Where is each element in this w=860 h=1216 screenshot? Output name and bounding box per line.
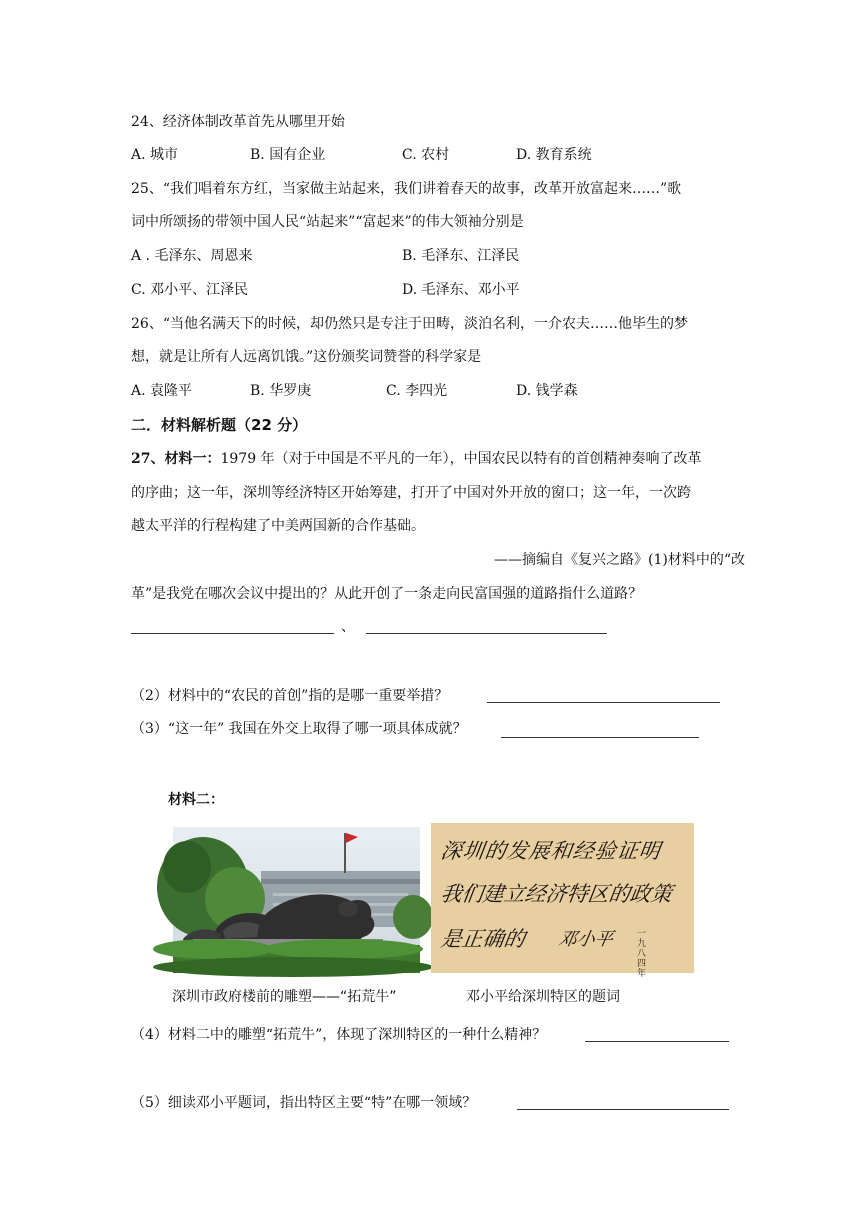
q24-stem: 24、经济体制改革首先从哪里开始 <box>131 114 345 130</box>
q27-material1-label: 27、材料一： <box>131 451 221 467</box>
ox-sculpture-photo <box>173 827 420 973</box>
calligraphy-line3: 是正确的 <box>439 927 527 951</box>
q26-option-a: A. 袁隆平 <box>131 383 193 399</box>
q27-source-line: ——摘编自《复兴之路》(1)材料中的“改 <box>494 552 745 568</box>
answer-blank-5[interactable] <box>517 1109 729 1110</box>
q27-material1-line2: 的序曲；这一年，深圳等经济特区开始筹建，打开了中国对外开放的窗口；这一年，一次跨 <box>131 485 691 501</box>
q26-option-d: D. 钱学森 <box>516 383 578 399</box>
q24-option-b: B. 国有企业 <box>250 147 326 163</box>
q24-option-c: C. 农村 <box>402 147 450 163</box>
q25-stem-line2: 词中所颂扬的带领中国人民“站起来”“富起来”的伟大领袖分别是 <box>131 214 524 230</box>
calligraphy-line2: 我们建立经济特区的政策 <box>439 882 674 906</box>
calligraphy-line1: 深圳的发展和经验证明 <box>439 839 663 863</box>
q27-material1-text: 1979 年（对于中国是不平凡的一年），中国农民以特有的首创精神奏响了改革 <box>220 451 702 467</box>
q25-stem-line1: 25、“我们唱着东方红，当家做主站起来，我们讲着春天的故事，改革开放富起来……”歌 <box>131 181 682 197</box>
q26-stem-line2: 想，就是让所有人远离饥饿。”这份颁奖词赞誉的科学家是 <box>131 349 482 365</box>
answer-blank-1b[interactable] <box>366 633 607 634</box>
caption-right: 邓小平给深圳特区的题词 <box>466 989 620 1005</box>
q24-option-a: A. 城市 <box>131 147 179 163</box>
q26-stem-line1: 26、“当他名满天下的时候，却仍然只是专注于田畴，淡泊名利，一介农夫……他毕生的梦 <box>131 316 688 332</box>
q27-sub2-question: （2）材料中的“农民的首创”指的是哪一重要举措？ <box>131 688 449 704</box>
q27-sub5-question: （5）细读邓小平题词，指出特区主要“特”在哪一领域？ <box>131 1095 477 1111</box>
q27-sub4-question: （4）材料二中的雕塑“拓荒牛”，体现了深圳特区的一种什么精神？ <box>131 1027 547 1043</box>
q27-material1-line3: 越太平洋的行程构建了中美两国新的合作基础。 <box>131 518 425 534</box>
q27-material2-label: 材料二： <box>168 792 224 808</box>
answer-blank-2[interactable] <box>487 702 720 703</box>
section-heading: 二．材料解析题（22 分） <box>131 416 308 434</box>
q27-sub3-question: （3）“这一年” 我国在外交上取得了哪一项具体成就？ <box>131 721 467 737</box>
answer-blank-4[interactable] <box>585 1041 729 1042</box>
q25-option-d: D. 毛泽东、邓小平 <box>402 282 520 298</box>
q25-option-a: A . 毛泽东、周恩来 <box>131 248 253 264</box>
q25-option-c: C. 邓小平、江泽民 <box>131 282 249 298</box>
answer-blank-1a[interactable] <box>131 633 334 634</box>
q26-option-c: C. 李四光 <box>386 383 448 399</box>
q25-option-b: B. 毛泽东、江泽民 <box>402 248 520 264</box>
calligraphy-date: 一九八四年 <box>637 929 647 979</box>
q27-sub1-question: 革”是我党在哪次会议中提出的？从此开创了一条走向民富国强的道路指什么道路？ <box>131 586 643 602</box>
blank-separator: 、 <box>341 619 355 635</box>
answer-blank-3[interactable] <box>501 737 699 738</box>
q24-option-d: D. 教育系统 <box>516 147 592 163</box>
calligraphy-signature: 邓小平 <box>556 929 615 950</box>
q27-material1-line1 <box>131 449 702 469</box>
calligraphy-inscription <box>431 823 694 979</box>
q26-option-b: B. 华罗庚 <box>250 383 312 399</box>
caption-left: 深圳市政府楼前的雕塑——“拓荒牛” <box>172 989 397 1005</box>
